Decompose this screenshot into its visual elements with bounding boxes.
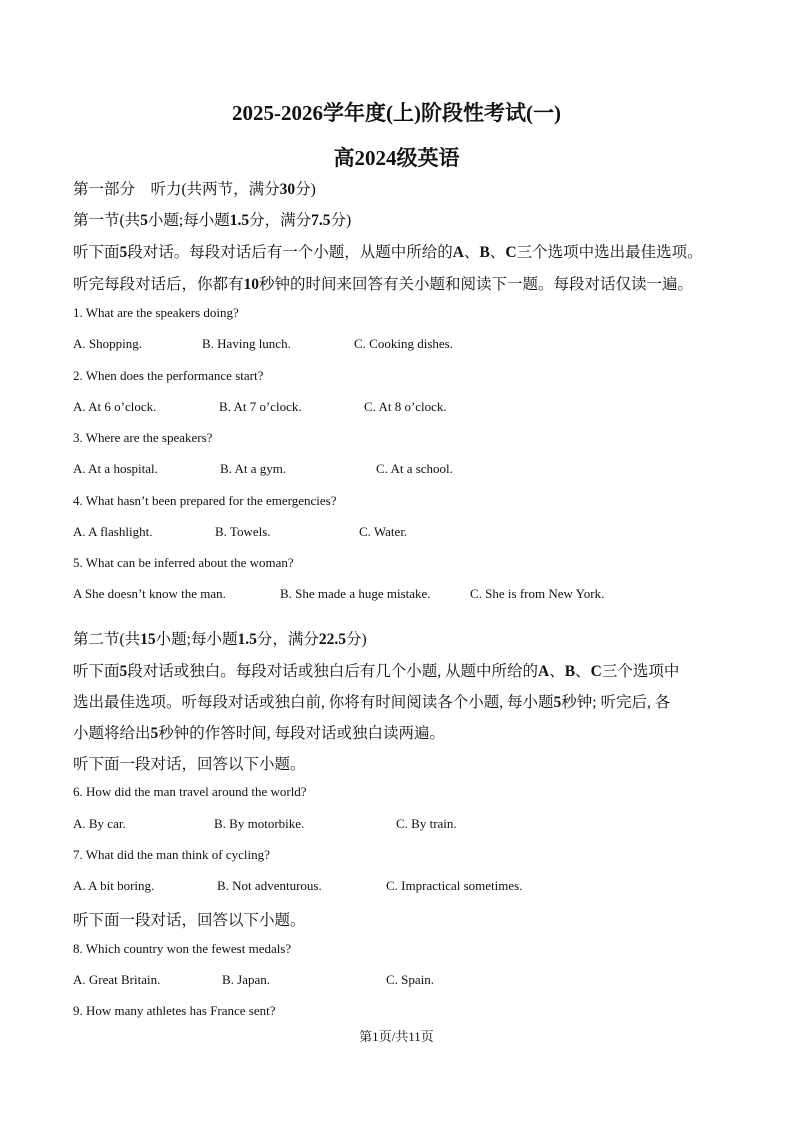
question-stem: 5. What can be inferred about the woman? — [73, 555, 294, 570]
option-b: B. By motorbike. — [214, 816, 305, 831]
option-c: C. By train. — [396, 816, 457, 831]
section1-instruction-1: 听下面5段对话。每段对话后有一个小题，从题中所给的A、B、C三个选项中选出最佳选项。 — [73, 244, 703, 261]
section2-instruction-2: 选出最佳选项。听每段对话或独白前, 你将有时间阅读各个小题, 每小题5秒钟; 听完后, 各 — [73, 694, 671, 711]
section2-instruction-1: 听下面5段对话或独白。每段对话或独白后有几个小题, 从题中所给的A、B、C三个选项中 — [73, 663, 680, 680]
section1-instruction-2: 听完每段对话后，你都有10秒钟的时间来回答有关小题和阅读下一题。每段对话仅读一遍。 — [73, 276, 694, 293]
section1-heading: 第一节(共5小题;每小题1.5分，满分7.5分) — [73, 212, 352, 229]
section2-instruction-3: 小题将给出5秒钟的作答时间, 每段对话或独白读两遍。 — [73, 725, 446, 742]
listen-instruction: 听下面一段对话，回答以下小题。 — [73, 756, 306, 773]
option-b: B. Japan. — [222, 972, 271, 987]
option-c: C. Spain. — [386, 972, 435, 987]
option-a: A. At 6 o’clock. — [73, 399, 157, 414]
option-a: A. A bit boring. — [73, 878, 155, 893]
listen-instruction: 听下面一段对话，回答以下小题。 — [73, 912, 306, 929]
question-stem: 2. When does the performance start? — [73, 368, 264, 383]
page-number: 第1页/共11页 — [359, 1029, 434, 1044]
option-c: C. Water. — [359, 524, 408, 539]
option-a: A. A flashlight. — [73, 524, 153, 539]
option-b: B. Not adventurous. — [217, 878, 322, 893]
option-c: C. Impractical sometimes. — [386, 878, 523, 893]
question-stem: 8. Which country won the fewest medals? — [73, 941, 292, 956]
section2-heading: 第二节(共15小题;每小题1.5分，满分22.5分) — [73, 631, 367, 648]
option-b: B. Having lunch. — [202, 336, 291, 351]
question-stem: 7. What did the man think of cycling? — [73, 847, 270, 862]
option-a: A. Shopping. — [73, 336, 142, 351]
option-b: B. She made a huge mistake. — [280, 586, 431, 601]
exam-subtitle: 高2024级英语 — [333, 146, 460, 170]
option-b: B. At 7 o’clock. — [219, 399, 302, 414]
option-c: C. At a school. — [376, 461, 453, 476]
option-a: A She doesn’t know the man. — [73, 586, 226, 601]
option-c: C. At 8 o’clock. — [364, 399, 447, 414]
question-stem: 9. How many athletes has France sent? — [73, 1003, 276, 1018]
option-c: C. Cooking dishes. — [354, 336, 453, 351]
option-b: B. At a gym. — [220, 461, 287, 476]
part1-heading: 第一部分 听力(共两节，满分30分) — [73, 181, 316, 198]
exam-title: 2025-2026学年度(上)阶段性考试(一) — [232, 101, 561, 125]
question-stem: 1. What are the speakers doing? — [73, 305, 239, 320]
option-c: C. She is from New York. — [470, 586, 605, 601]
option-b: B. Towels. — [215, 524, 271, 539]
question-stem: 6. How did the man travel around the world? — [73, 784, 307, 799]
question-stem: 3. Where are the speakers? — [73, 430, 213, 445]
question-stem: 4. What hasn’t been prepared for the emergencies? — [73, 493, 337, 508]
option-a: A. By car. — [73, 816, 126, 831]
option-a: A. Great Britain. — [73, 972, 161, 987]
option-a: A. At a hospital. — [73, 461, 158, 476]
